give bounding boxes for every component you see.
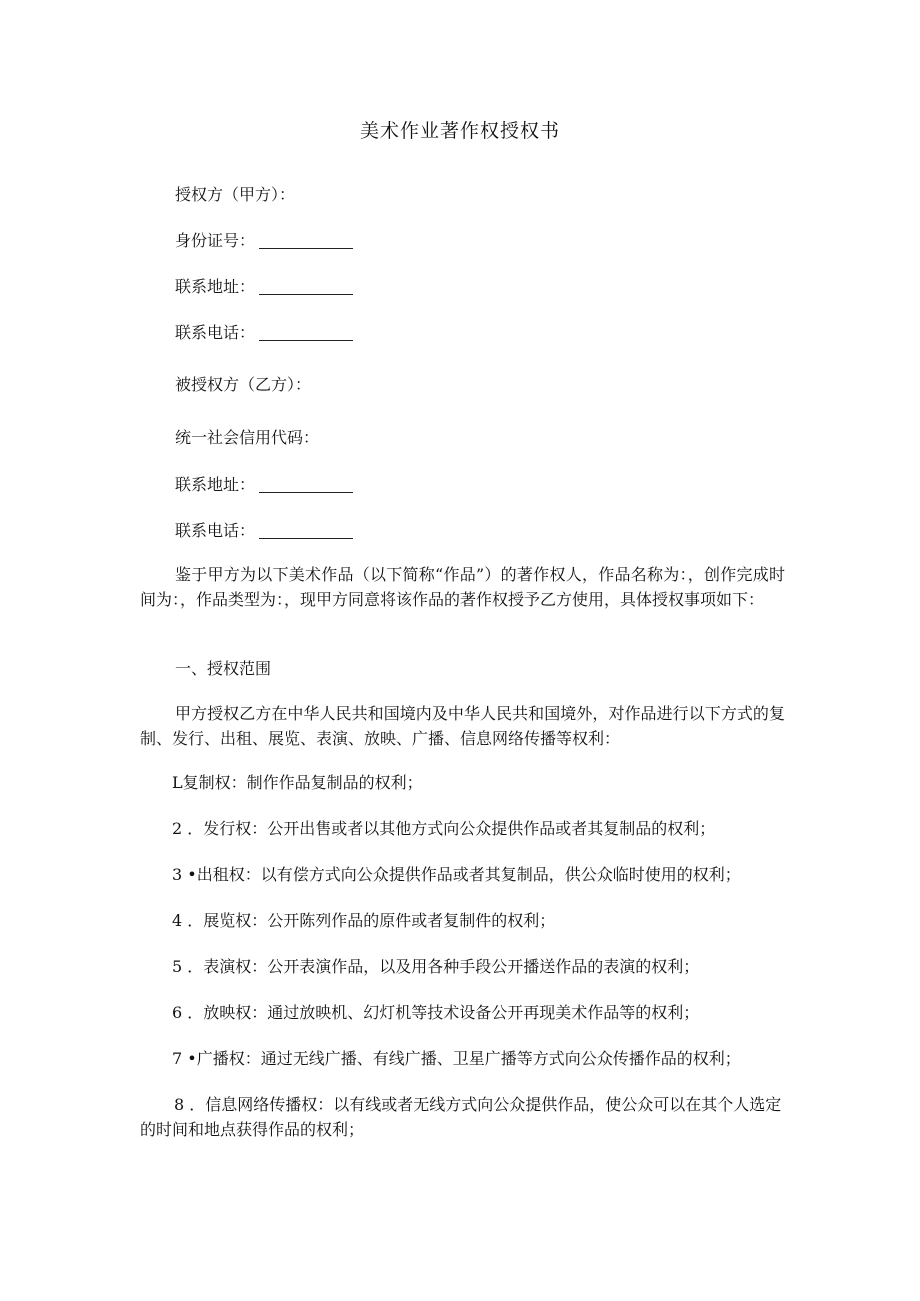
list-item-5: 5 ．表演权：公开表演作品，以及用各种手段公开播送作品的表演的权利；: [172, 957, 700, 976]
list-item-6: 6 ．放映权：通过放映机、幻灯机等技术设备公开再现美术作品等的权利；: [172, 1003, 700, 1022]
party-b-phone-blank: [259, 522, 353, 539]
section-1-heading: 一、授权范围: [175, 659, 272, 678]
party-b-phone-label: 联系电话：: [175, 521, 256, 540]
list-item-4: 4 ．展览权：公开陈列作品的原件或者复制件的权利；: [172, 911, 556, 930]
document-title: 美术作业著作权授权书: [359, 120, 560, 142]
party-a-phone-blank: [259, 324, 353, 341]
list-item-8: 8 ．信息网络传播权：以有线或者无线方式向公众提供作品，使公众可以在其个人选定的时间和地点获得作品的权利；: [140, 1095, 782, 1139]
party-b-address-blank: [259, 476, 353, 493]
party-a-phone-row: [175, 321, 353, 345]
party-b-credit-code-label: 统一社会信用代码：: [175, 428, 320, 447]
list-item-2: 2 ．发行权：公开出售或者以其他方式向公众提供作品或者其复制品的权利；: [172, 819, 716, 838]
section-1-intro: 甲方授权乙方在中华人民共和国境内及中华人民共和国境外，对作品进行以下方式的复制、发行、出租、展览、表演、放映、广播、信息网络传播等权利：: [140, 704, 785, 748]
party-a-address-blank: [259, 278, 353, 295]
party-b-address-row: [175, 473, 353, 497]
party-b-phone-row: [175, 519, 353, 543]
list-item-7: 7 •广播权：通过无线广播、有线广播、卫星广播等方式向公众传播作品的权利；: [172, 1049, 741, 1068]
party-a-id-label: 身份证号：: [175, 231, 256, 250]
party-b-address-label: 联系地址：: [175, 475, 256, 494]
party-a-id-blank: [259, 232, 353, 249]
party-a-heading: 授权方（甲方）：: [175, 185, 296, 204]
party-b-heading: 被授权方（乙方）：: [175, 375, 312, 394]
party-a-address-row: [175, 275, 353, 299]
party-a-address-label: 联系地址：: [175, 277, 256, 296]
list-item-1: L复制权：制作作品复制品的权利；: [172, 773, 423, 792]
list-item-3: 3 •出租权：以有偿方式向公众提供作品或者其复制品，供公众临时使用的权利；: [172, 865, 741, 884]
preamble-paragraph: 鉴于甲方为以下美术作品（以下简称“作品”）的著作权人，作品名称为：，创作完成时间为：，作品类型为：，现甲方同意将该作品的著作权授予乙方使用，具体授权事项如下：: [140, 565, 785, 609]
party-a-id-row: [175, 229, 353, 253]
party-a-phone-label: 联系电话：: [175, 323, 256, 342]
